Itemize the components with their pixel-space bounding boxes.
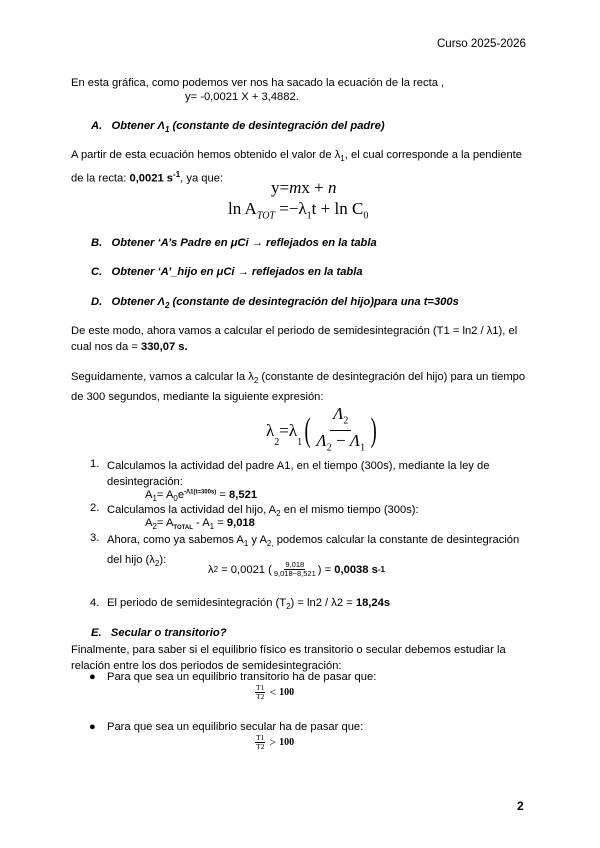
sub: 2, <box>266 539 274 549</box>
lambda-sub: 2 <box>253 376 259 386</box>
symbol: Λ <box>157 120 165 132</box>
section-d-heading <box>91 296 459 310</box>
para-text: ) = ln2 / λ2 = <box>290 597 356 609</box>
cond-value: 100 <box>279 687 295 698</box>
para-text: Calculamos la actividad del hijo, A <box>107 504 277 516</box>
paragraph-f: Finalmente, para saber si el equilibrio físico es transitorio o secular debemos estudiar la relación entre los dos periodos de semidesintegración: <box>71 644 506 672</box>
para-text: Seguidamente, vamos a calcular la <box>71 371 249 383</box>
f-den-a: Λ <box>316 431 327 451</box>
course-header: Curso 2025-2026 <box>437 38 526 50</box>
f-lsub: 1 <box>306 210 312 222</box>
f-asub: 2 <box>152 522 157 532</box>
section-title: Secular o transitorio? <box>110 627 227 639</box>
period-ratio <box>255 684 265 701</box>
f-a: A <box>145 517 153 529</box>
f-eq: = <box>279 420 289 440</box>
para-text: , ya que: <box>180 172 224 185</box>
sub: 2 <box>276 509 281 519</box>
f-t: t <box>311 199 317 218</box>
formula-line-1 <box>271 178 336 198</box>
f-eq: = 0,0021 ( <box>218 563 272 576</box>
paragraph-d <box>71 323 536 355</box>
f-res: = <box>216 489 230 501</box>
sub: 2 <box>154 559 160 569</box>
section-title-rest: (constante de desintegración del hijo)para una t=300s <box>169 296 459 308</box>
sub: 1 <box>243 539 249 549</box>
f-exp: -Λ1(t=300s) <box>184 489 217 496</box>
para-text: podemos calcular la constante de desintegración del hijo (λ <box>107 534 520 567</box>
frac-den: 9,018−8,521 <box>273 569 316 578</box>
bullet-secular: Para que sea un equilibrio secular ha de pasar que: <box>107 721 364 733</box>
section-title: Obtener ‘A’s Padre en μCi → reflejados en la tabla <box>111 237 377 249</box>
f-eq: = A <box>156 517 174 529</box>
lambda2-exp: -1 <box>377 565 385 574</box>
f-rhs-sub: 1 <box>297 436 303 448</box>
sub: 2 <box>286 602 291 612</box>
step-number: 2. <box>90 502 100 514</box>
f-plus: + <box>309 178 328 197</box>
para-text: y A <box>248 534 267 546</box>
f-num-sub: 2 <box>343 415 349 427</box>
step-2-formula <box>145 517 255 531</box>
f-y: y <box>271 178 280 197</box>
f-res: = <box>214 517 227 529</box>
page-number: 2 <box>517 799 524 813</box>
frac-den: T2 <box>256 692 265 701</box>
section-title: Obtener ‘A’_hijo en μCi → reflejados en la tabla <box>111 266 363 278</box>
para-text: Ahora, como ya sabemos A <box>107 534 244 546</box>
cond-op: > <box>266 735 280 749</box>
half-life-value: 330,07 s. <box>140 341 188 353</box>
section-a-heading <box>91 120 385 134</box>
slope-value: 0,0021 s <box>129 172 174 185</box>
step-4-text <box>107 597 390 611</box>
f-den-b-sub: 1 <box>360 442 366 454</box>
section-letter: D. <box>91 296 103 308</box>
section-letter: A. <box>91 120 103 132</box>
para-text: (constante de desintegración del hijo) para un tiempo de 300 segundos, mediante la siguiente expresión: <box>71 371 526 404</box>
para-text: A partir de esta ecuación hemos obtenido el valor de <box>71 149 335 161</box>
section-letter: C. <box>91 266 103 278</box>
para-text: El periodo de semidesintegración (T <box>107 597 287 609</box>
para-text: en el mismo tiempo (300s): <box>280 504 419 516</box>
a2-value: 9,018 <box>226 517 255 529</box>
f-mid: =− <box>274 199 299 218</box>
symbol-sub: 2 <box>165 301 170 311</box>
cond-value: 100 <box>279 737 295 748</box>
period-ratio <box>255 734 265 751</box>
bullet-transitorio: Para que sea un equilibrio transitorio ha de pasar que: <box>107 671 377 683</box>
section-letter: B. <box>91 237 103 249</box>
intro-text: En esta gráfica, como podemos ver nos ha sacado la ecuación de la recta , <box>71 77 445 89</box>
f-n: n <box>327 178 337 197</box>
section-title: Obtener <box>111 120 158 132</box>
f-ln: ln A <box>228 199 257 218</box>
lambda2-value: 0,0038 s <box>334 563 378 576</box>
section-letter: E. <box>91 627 102 639</box>
f-lambda: λ <box>208 563 214 576</box>
para-text: , el cual corresponde a la pendiente de la recta: <box>71 149 523 185</box>
f-fraction <box>313 404 368 458</box>
f-lhs-sub: 2 <box>274 436 280 448</box>
f-0: 0 <box>173 494 178 504</box>
cond-op: < <box>266 685 280 699</box>
slope-exp: -1 <box>173 170 181 180</box>
f-paren-open: ( <box>304 411 311 449</box>
f-plus: + ln C <box>316 199 364 218</box>
step-number: 1. <box>90 458 100 470</box>
intro-equation: y= -0,0021 X + 3,4882. <box>185 91 299 103</box>
lambda-sub: 1 <box>340 154 345 164</box>
f-asub: 1 <box>152 494 157 504</box>
f-e: e <box>177 489 185 501</box>
section-c-heading <box>91 266 363 278</box>
frac-num: 9,018 <box>285 560 305 569</box>
f-lsub: 2 <box>213 565 219 574</box>
f-eq: = <box>279 178 290 197</box>
frac-num: T1 <box>256 733 265 742</box>
section-b-heading <box>91 237 377 249</box>
symbol: Λ <box>157 296 165 308</box>
para-text: De este modo, ahora vamos a calcular el periodo de semidesintegración (T1 = ln2 / λ1), el cual nos da = <box>71 325 518 353</box>
f-minus: - A <box>192 517 210 529</box>
cond-transitorio <box>254 684 294 701</box>
f-x: x <box>301 178 310 197</box>
section-title-rest: (constante de desintegración del padre) <box>169 120 385 132</box>
section-e-heading <box>91 627 227 639</box>
f-minus: − <box>331 431 350 451</box>
f-eq: = A <box>156 489 174 501</box>
f-lambda: λ <box>298 199 307 218</box>
paragraph-e <box>71 369 536 405</box>
f-tot: TOTAL <box>173 525 193 532</box>
formula-lambda2 <box>266 404 379 458</box>
f-lhs: λ <box>266 420 275 440</box>
frac-den: T2 <box>256 742 265 751</box>
f-paren-close: ) <box>370 411 377 449</box>
step-number: 4. <box>90 597 100 609</box>
lambda: λ <box>334 149 341 161</box>
frac-num: T1 <box>256 683 265 692</box>
section-title: Obtener <box>111 296 158 308</box>
para-text: ): <box>159 554 167 567</box>
bullet-dot: ● <box>89 721 96 733</box>
symbol-sub: 1 <box>165 125 170 135</box>
f-m: m <box>289 178 302 197</box>
ratio-fraction <box>273 561 317 578</box>
cond-secular <box>254 734 294 751</box>
step-3-formula <box>208 561 385 578</box>
formula-line-2 <box>228 199 368 221</box>
f-csub: 0 <box>363 210 369 222</box>
f-close: ) = <box>317 563 335 576</box>
lambda: λ <box>248 371 254 383</box>
f-den-a-sub: 2 <box>326 442 332 454</box>
bullet-dot: ● <box>89 671 96 683</box>
t2-value: 18,24s <box>355 597 391 609</box>
f-rhs: λ <box>288 420 298 440</box>
f-den-b: Λ <box>349 431 361 451</box>
step-1-text: Calculamos la actividad del padre A1, en el tiempo (300s), mediante la ley de desintegración: <box>107 460 490 488</box>
f-num: Λ <box>333 404 344 423</box>
step-number: 3. <box>90 532 100 544</box>
f-tot: TOT <box>256 210 275 222</box>
f-1: 1 <box>209 522 215 532</box>
f-a: A <box>145 489 153 501</box>
a1-value: 8,521 <box>229 489 258 501</box>
